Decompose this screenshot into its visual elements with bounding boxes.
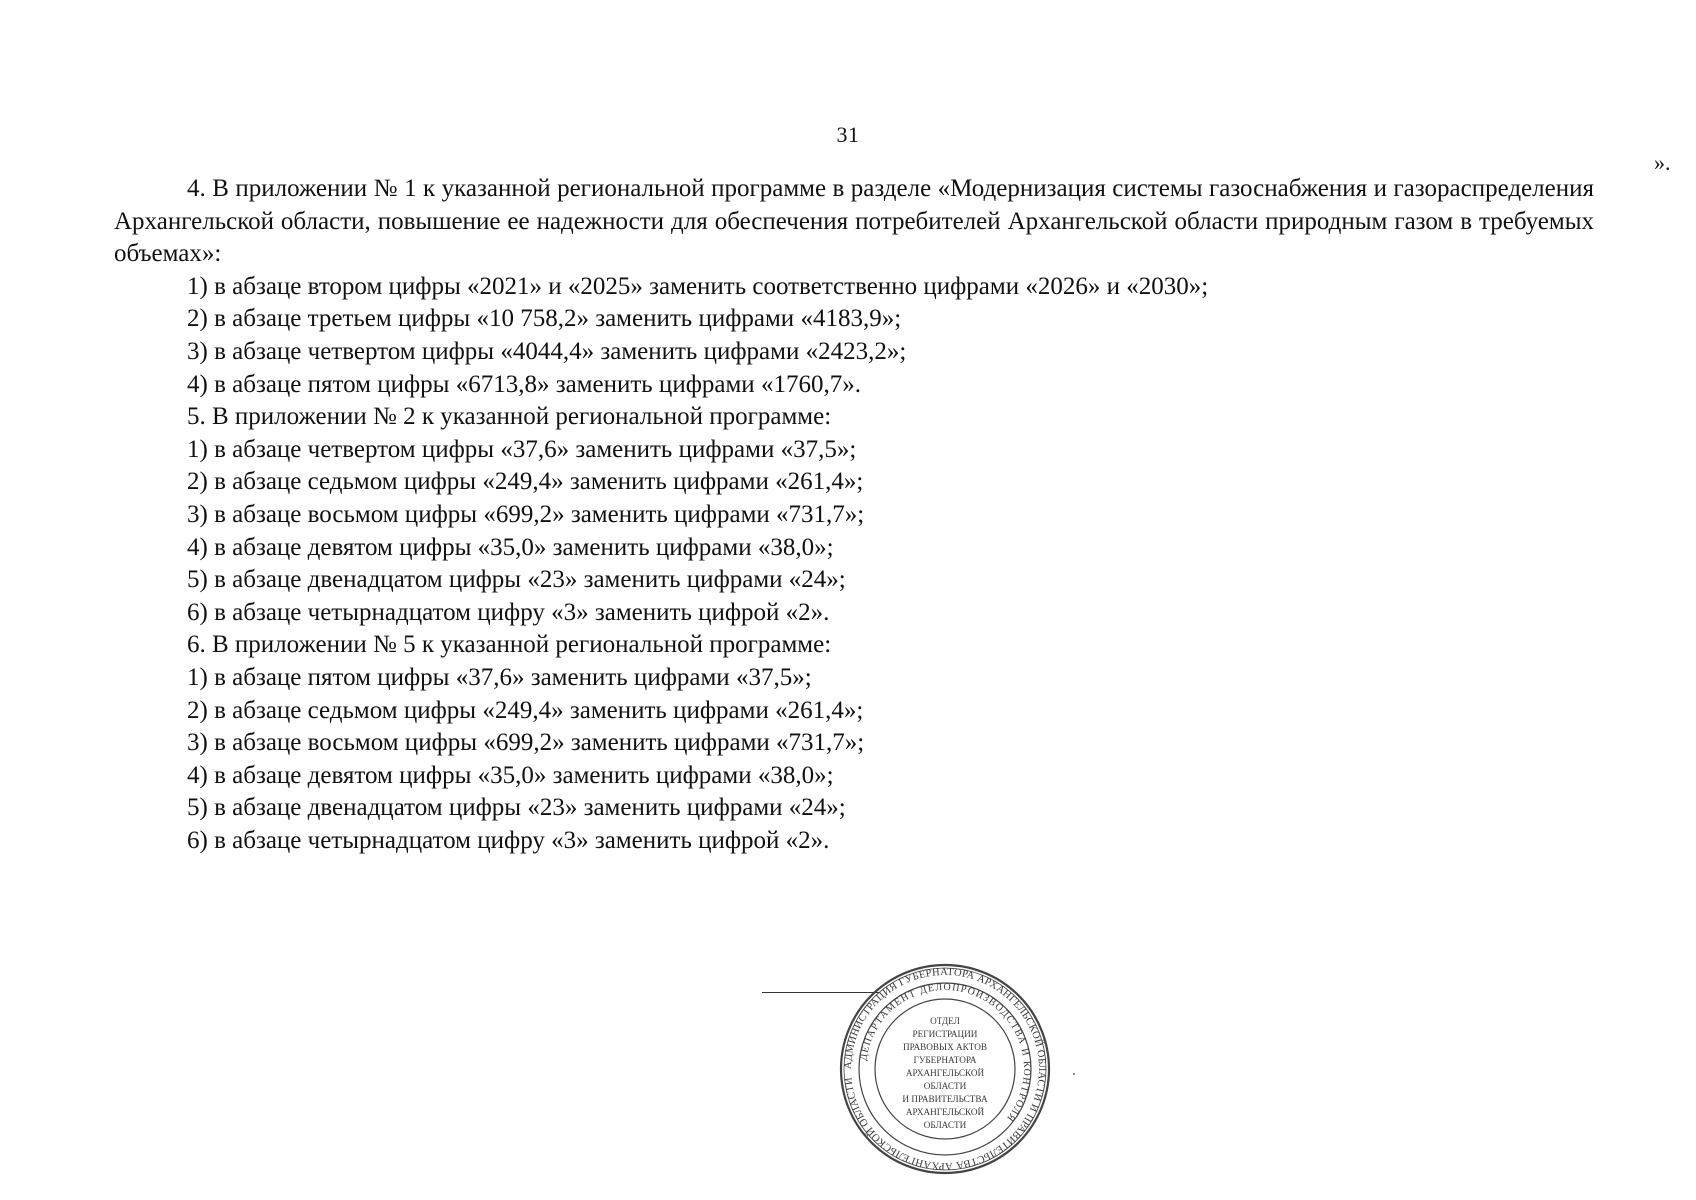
item-6-subitem-6: 6) в абзаце четырнадцатом цифру «3» заменить цифрой «2». [187, 826, 830, 854]
closing-quote-mark: ». [1654, 150, 1671, 175]
item-6-subitem-3: 3) в абзаце восьмом цифры «699,2» заменить цифрами «731,7»; [187, 729, 865, 757]
scan-speck [1073, 1073, 1075, 1075]
item-4-subitem-2: 2) в абзаце третьем цифры «10 758,2» заменить цифрами «4183,9»; [187, 305, 902, 333]
stamp-center-line-9: ОБЛАСТИ [923, 1120, 967, 1130]
item-4-subitem-1: 1) в абзаце втором цифры «2021» и «2025» заменить соответственно цифрами «2026» и «2030»; [187, 272, 1209, 300]
item-5-subitem-1: 1) в абзаце четвертом цифры «37,6» заменить цифрами «37,5»; [187, 435, 857, 463]
item-5-subitem-3: 3) в абзаце восьмом цифры «699,2» заменить цифрами «731,7»; [187, 500, 865, 528]
item-5-subitem-4: 4) в абзаце девятом цифры «35,0» заменить цифрами «38,0»; [187, 533, 834, 561]
stamp-inner-ring-text: ДЕПАРТАМЕНТ ДЕЛОПРОИЗВОДСТВА И КОНТРОЛЯ [858, 981, 1033, 1125]
item-4-paragraph: 4. В приложении № 1 к указанной региональной программе в разделе «Модернизация системы газоснабжения и газораспределения Архангельской области, повышение ее надежности для обеспечения потребителей Архангельской области природным газом в требуемых объемах»: [114, 175, 1594, 268]
stamp-center-line-5: АРХАНГЕЛЬСКОЙ [905, 1068, 985, 1078]
stamp-center-line-4: ГУБЕРНАТОРА [913, 1055, 977, 1065]
stamp-center-line-7: И ПРАВИТЕЛЬСТВА [902, 1094, 988, 1104]
item-6-subitem-5: 5) в абзаце двенадцатом цифры «23» заменить цифрами «24»; [187, 794, 846, 822]
item-6-subitem-2: 2) в абзаце седьмом цифры «249,4» заменить цифрами «261,4»; [187, 696, 864, 724]
item-4-subitem-3: 3) в абзаце четвертом цифры «4044,4» заменить цифрами «2423,2»; [187, 337, 907, 365]
stamp-center-line-1: ОТДЕЛ [930, 1016, 960, 1026]
item-4-subitem-4: 4) в абзаце пятом цифры «6713,8» заменить цифрами «1760,7». [187, 370, 861, 398]
stamp-outer-ring-text: АДМИНИСТРАЦИЯ ГУБЕРНАТОРА АРХАНГЕЛЬСКОЙ ОБЛАСТИ И ПРАВИТЕЛЬСТВА АРХАНГЕЛЬСКОЙ ОБЛАСТИ [842, 966, 1048, 1172]
registration-stamp [838, 962, 1052, 1176]
page-number: 31 [836, 122, 860, 147]
item-5-subitem-5: 5) в абзаце двенадцатом цифры «23» заменить цифрами «24»; [187, 566, 846, 594]
stamp-center-line-2: РЕГИСТРАЦИИ [912, 1029, 978, 1039]
item-5-subitem-6: 6) в абзаце четырнадцатом цифру «3» заменить цифрой «2». [187, 598, 830, 626]
item-6-subitem-1: 1) в абзаце пятом цифры «37,6» заменить цифрами «37,5»; [187, 663, 812, 691]
item-5-subitem-2: 2) в абзаце седьмом цифры «249,4» заменить цифрами «261,4»; [187, 468, 864, 496]
stamp-center-line-6: ОБЛАСТИ [923, 1081, 967, 1091]
item-6-subitem-4: 4) в абзаце девятом цифры «35,0» заменить цифрами «38,0»; [187, 761, 834, 789]
item-5-heading: 5. В приложении № 2 к указанной региональной программе: [187, 403, 832, 431]
item-6-heading: 6. В приложении № 5 к указанной региональной программе: [187, 631, 832, 659]
document-body [114, 173, 1594, 857]
stamp-center-line-3: ПРАВОВЫХ АКТОВ [902, 1042, 988, 1052]
stamp-center-line-8: АРХАНГЕЛЬСКОЙ [905, 1107, 985, 1117]
